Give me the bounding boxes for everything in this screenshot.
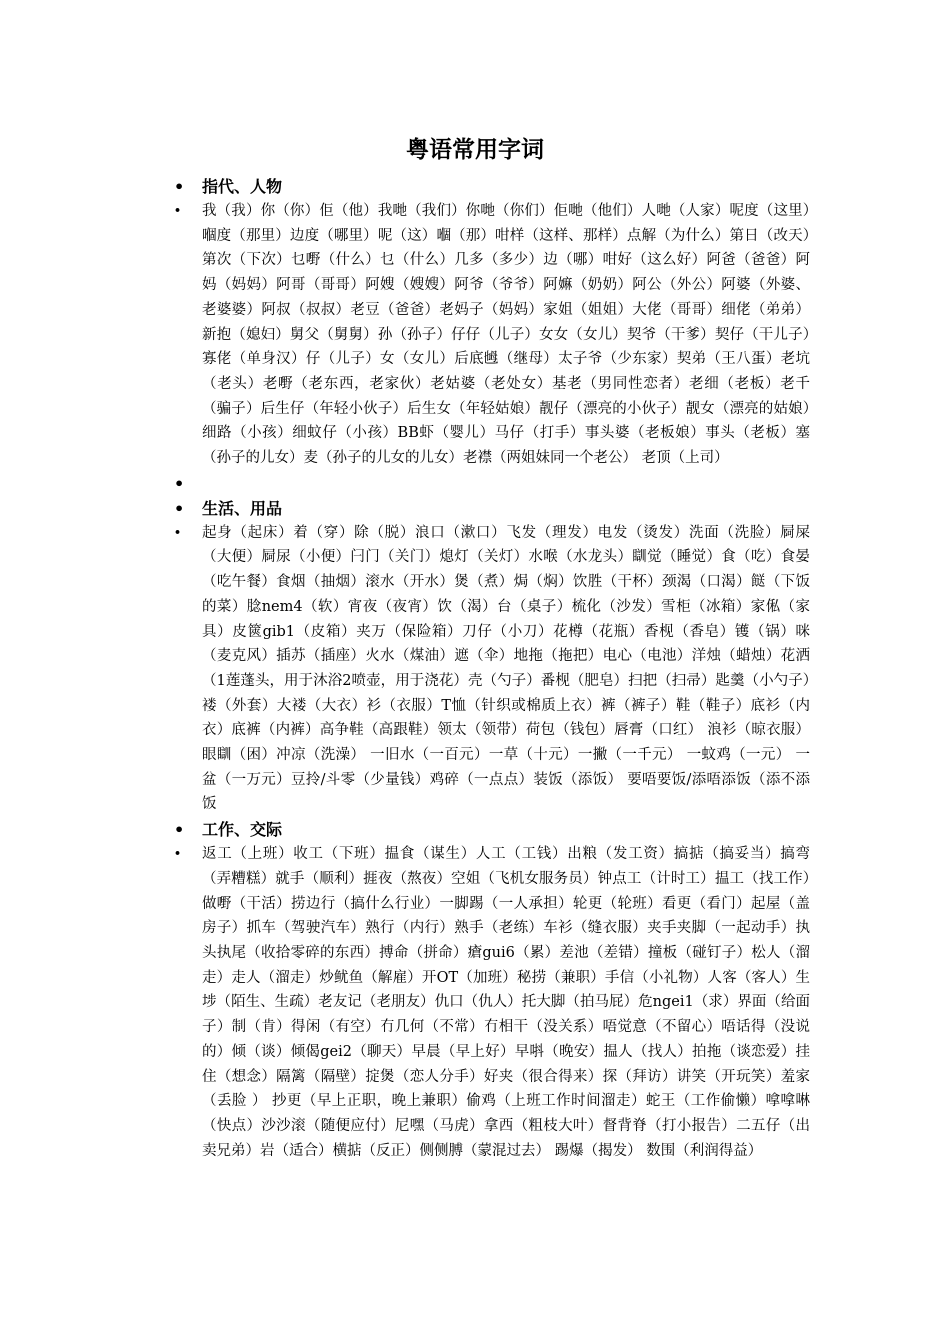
- paragraph-text: 我（我）你（你）佢（他）我哋（我们）你哋（你们）佢哋（他们）人哋（人家）呢度（这里）嗰度（那里）边度（哪里）呢（这）嗰（那）咁样（这样、那样）点解（为什么）第日（改天）第次（下次）乜嘢（什么）乜（什么）几多（多少）边（哪）咁好（这么好）阿爸（爸爸）阿妈（妈妈）阿哥（哥哥）阿嫂（嫂嫂）阿爷（爷爷）阿嫲（奶奶）阿公（外公）阿婆（外婆、老婆婆）阿叔（叔叔）老豆（爸爸）老妈子（妈妈）家姐（姐姐）大佬（哥哥）细佬（弟弟）新抱（媳妇）舅父（舅舅）孙（孙子）仔仔（儿子）女女（女儿）契爷（干爹）契仔（干儿子）寡佬（单身汉）仔（儿子）女（女儿）后底乸（继母）太子爷（少东家）契弟（王八蛋）老坑（老头）老嘢（老东西，老家伙）老姑婆（老处女）基老（男同性恋者）老细（老板）老千（骗子）后生仔（年轻小伙子）后生女（年轻姑娘）靓仔（漂亮的小伙子）靓女（漂亮的姑娘）细路（小孩）细蚊仔（小孩）BB虾（婴儿）马仔（打手）事头婆（老板娘）事头（老板）塞（孙子的儿女）麦（孙子的儿女的儿女）老襟（两姐妹同一个老公） 老顶（上司）: [202, 203, 810, 467]
- section-paragraph-work: [174, 842, 810, 1163]
- section-heading-text: 工作、交际: [202, 820, 283, 840]
- paragraph-text: 起身（起床）着（穿）除（脱）浪口（漱口）飞发（理发）电发（烫发）洗面（洗脸）屙屎（大便）屙尿（小便）闩门（关门）熄灯（关灯）水喉（水龙头）瞓觉（睡觉）食（吃）食晏（吃午餐）食烟（抽烟）滚水（开水）煲（煮）焗（焖）饮胜（干杯）颈渴（口渴）餸（下饭的菜）腍nem4（软）宵夜（夜宵）饮（渴）台（桌子）梳化（沙发）雪柜（冰箱）家俬（家具）皮篋gib1（皮箱）夹万（保险箱）刀仔（小刀）花樽（花瓶）香枧（香皂）镬（锅）咪（麦克风）插苏（插座）火水（煤油）遮（伞）地拖（拖把）电心（电池）洋烛（蜡烛）花洒（1莲蓬头，用于沐浴2喷壶，用于浇花）壳（勺子）番枧（肥皂）扫把（扫帚）匙羹（小勺子）褛（外套）大褛（大衣）衫（衣服）T恤（针织或棉质上衣）裤（裤子）鞋（鞋子）底衫（内衣）底裤（内裤）高争鞋（高跟鞋）领太（领带）荷包（钱包）唇膏（口红） 浪衫（晾衣服） 眼瞓（困）冲凉（洗澡） 一旧水（一百元）一草（十元）一撇（一千元） 一蚊鸡（一元） 一盆（一万元）豆拎/斗零（少量钱）鸡碎（一点点）装饭（添饭） 要唔要饭/添唔添饭（添不添饭: [202, 524, 810, 813]
- empty-list-item: [174, 471, 810, 496]
- paragraph-text: 返工（上班）收工（下班）揾食（谋生）人工（工钱）出粮（发工资）搞掂（搞妥当）搞弯（弄糟糕）就手（顺利）捱夜（熬夜）空姐（飞机女服务员）钟点工（计时工）揾工（找工作）做嘢（干活）捞边行（搞什么行业）一脚踢（一人承担）轮更（轮班）看更（看门）起屋（盖房子）抓车（驾驶汽车）熟行（内行）熟手（老练）车衫（缝衣服）夹手夹脚（一起动手）执头执尾（收拾零碎的东西）搏命（拼命）瘡gui6（累）差池（差错）撞板（碰钉子）松人（溜走）走人（溜走）炒鱿鱼（解雇）开OT（加班）秘捞（兼职）手信（小礼物）人客（客人）生埗（陌生、生疏）老友记（老朋友）仇口（仇人）托大脚（拍马屁）危ngei1（求）界面（给面子）制（肯）得闲（有空）冇几何（不常）冇相干（没关系）唔觉意（不留心）唔话得（没说的）倾（谈）倾偈gei2（聊天）早晨（早上好）早唞（晚安）揾人（找人）拍拖（谈恋爱）挂住（想念）隔篱（隔壁）掟煲（恋人分手）好夹（很合得来）探（拜访）讲笑（开玩笑）羞家（丢脸 ） 抄更（早上正职，晚上兼职）偷鸡（上班工作时间溜走）蛇王（工作偷懒）嗱嗱啉（快点）沙沙滚（随便应付）尼嘿（马虎）拿西（粗枝大叶）督背脊（打小报告）二五仔（出卖兄弟）岩（适合）横掂（反正）侧侧膊（蒙混过去） 踢爆（揭发） 数围（利润得益）: [202, 846, 810, 1159]
- section-heading-people: [174, 174, 810, 199]
- section-heading-life: [174, 496, 810, 521]
- section-heading-text: 生活、用品: [202, 498, 283, 518]
- section-heading-text: 指代、人物: [202, 177, 283, 196]
- bullet-icon: •: [174, 820, 185, 840]
- bullet-icon: •: [174, 498, 185, 518]
- document-body: [174, 174, 810, 1163]
- page-title: 粤语常用字词: [406, 136, 544, 163]
- section-paragraph-life: [174, 521, 810, 817]
- bullet-icon: •: [174, 473, 185, 493]
- section-paragraph-people: [174, 199, 810, 471]
- bullet-icon: •: [174, 847, 182, 861]
- bullet-icon: •: [174, 525, 182, 539]
- section-heading-work: [174, 817, 810, 842]
- bullet-icon: •: [174, 204, 182, 217]
- bullet-icon: •: [174, 177, 185, 196]
